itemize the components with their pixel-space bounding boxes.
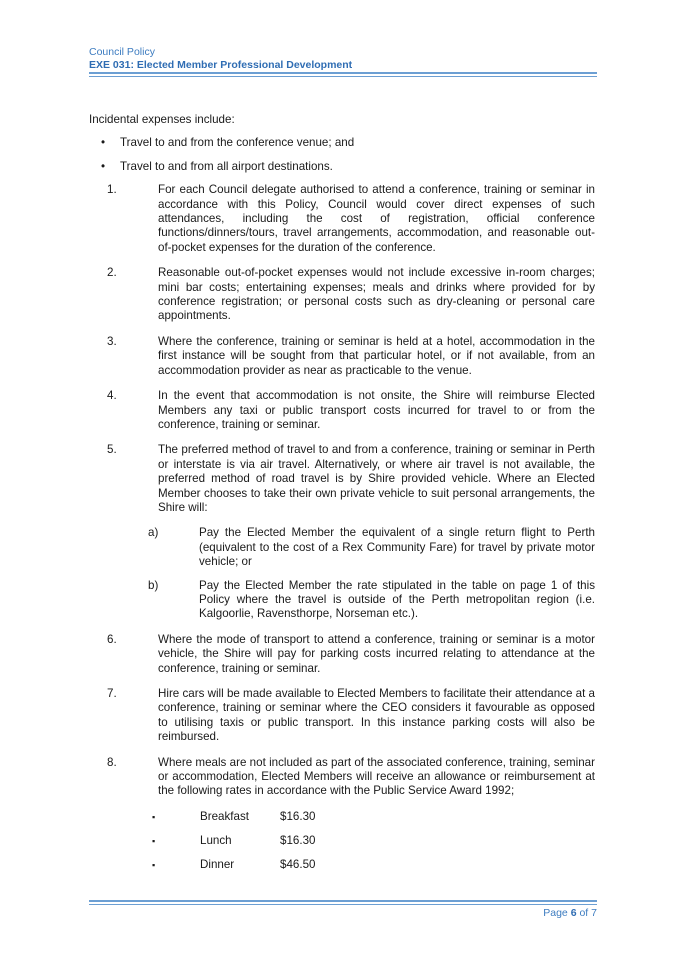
meal-rate-row: [152, 833, 595, 848]
header-category: Council Policy: [89, 46, 155, 58]
meal-price: $16.30: [280, 833, 316, 847]
small-bullet-icon: ▪: [152, 811, 156, 822]
meal-rates: [152, 809, 595, 872]
meal-name: Dinner: [200, 857, 235, 871]
item-number: 7.: [107, 687, 117, 700]
list-item: [89, 687, 595, 745]
item-number: 1.: [107, 183, 117, 197]
item-text: The preferred method of travel to and from a conference, training or seminar in Perth or interstate is via air travel. Alternatively, or where air travel is not available, the preferred method of road travel is by Shire provided vehicle. Where an Elected Member chooses to take their own private vehicle to suit personal arrangements, the Shire will:: [158, 443, 595, 514]
header-divider: [89, 72, 597, 74]
list-item: [89, 443, 595, 621]
meal-rate-row: [152, 809, 595, 824]
item-number: 5.: [107, 443, 117, 457]
bullet-list: [89, 136, 595, 174]
meal-name: Lunch: [200, 833, 232, 847]
of-label: of: [579, 907, 589, 919]
sub-item-letter: a): [148, 526, 159, 540]
item-text: Hire cars will be made available to Elected Members to facilitate their attendance at a conference, training or seminar where the CEO considers it favourable as opposed to utilising taxis or public transport. In this instance parking costs will also be reimbursed.: [158, 687, 595, 744]
bullet-icon: •: [101, 159, 106, 173]
current-page: 6: [570, 907, 577, 919]
item-number: 4.: [107, 389, 117, 403]
page-label: Page: [543, 907, 568, 919]
item-text: For each Council delegate authorised to attend a conference, training or seminar in accordance with this Policy, Council would cover direct expenses of such attendances, including the cost of registration, official conference functions/dinners/tours, travel arrangements, accommodation, and reasonable out-of-pocket expenses for the duration of the conference.: [158, 183, 595, 254]
item-number: 3.: [107, 334, 117, 348]
bullet-text: Travel to and from all airport destinations.: [120, 159, 333, 173]
bullet-text: Travel to and from the conference venue; and: [120, 136, 355, 150]
small-bullet-icon: ▪: [152, 859, 156, 870]
list-item: [89, 633, 595, 676]
footer-divider-thin: [89, 904, 597, 905]
intro-text: Incidental expenses include:: [89, 113, 235, 126]
header-policy-title: EXE 031: Elected Member Professional Development: [89, 59, 353, 71]
bullet-item: [89, 160, 595, 174]
numbered-list: [89, 183, 595, 872]
list-item: [89, 756, 595, 872]
meal-price: $46.50: [280, 857, 316, 871]
bullet-icon: •: [101, 136, 106, 150]
sub-item: [148, 526, 595, 569]
sub-item-text: Pay the Elected Member the rate stipulated in the table on page 1 of this Policy where the travel is outside of the Perth metropolitan region (i.e. Kalgoorlie, Ravensthorpe, Norseman etc.).: [199, 578, 595, 621]
meal-name: Breakfast: [200, 809, 249, 823]
policy-body: [89, 113, 595, 883]
item-text: Where the conference, training or seminar is held at a hotel, accommodation in the first instance will be sought from that particular hotel, or if not available, from an accommodation provider as near as practicable to the venue.: [158, 334, 595, 377]
item-number: 8.: [107, 755, 117, 769]
item-text: Where meals are not included as part of the associated conference, training, seminar or accommodation, Elected Members will receive an allowance or reimbursement at the following rates in accordance with the Public Service Award 1992;: [158, 755, 595, 798]
list-item: [89, 335, 595, 378]
item-text: In the event that accommodation is not onsite, the Shire will reimburse Elected Members any taxi or public transport costs incurred for travel to or from the conference, training or seminar.: [158, 389, 595, 431]
page-header: [89, 46, 352, 72]
list-item: [89, 389, 595, 432]
item-number: 2.: [107, 266, 117, 280]
sub-item-text: Pay the Elected Member the equivalent of a single return flight to Perth (equivalent to the cost of a Rex Community Fare) for travel by private motor vehicle; or: [199, 526, 595, 569]
item-text: Where the mode of transport to attend a conference, training or seminar is a motor vehicle, the Shire will pay for parking costs incurred relating to attendance at the conference, training or seminar.: [158, 632, 595, 675]
sub-item: [148, 578, 595, 622]
bullet-item: [89, 136, 595, 150]
item-text: Reasonable out-of-pocket expenses would not include excessive in-room charges; mini bar costs; entertaining expenses; meals and drinks where provided for by conference registration; or personal costs such as dry-cleaning or personal care appointments.: [158, 266, 595, 323]
list-item: [89, 266, 595, 324]
list-item: [89, 183, 595, 255]
meal-price: $16.30: [280, 809, 316, 823]
page-number: [543, 907, 597, 919]
header-divider-thin: [89, 76, 597, 77]
small-bullet-icon: ▪: [152, 835, 156, 846]
meal-rate-row: [152, 857, 595, 872]
footer-divider: [89, 900, 597, 902]
sub-item-letter: b): [148, 578, 159, 592]
item-number: 6.: [107, 632, 117, 646]
total-pages: 7: [591, 907, 597, 919]
